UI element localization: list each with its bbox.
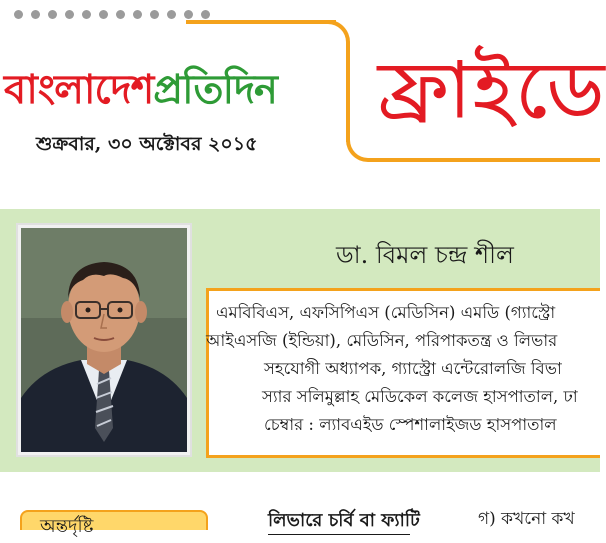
divider-line [186, 20, 336, 24]
dot [167, 10, 176, 19]
decorative-dots [14, 10, 210, 19]
dot [31, 10, 40, 19]
dot [14, 10, 23, 19]
divider-curve [322, 20, 350, 48]
dot [201, 10, 210, 19]
doctor-name: ডা. বিমল চন্দ্র শীল [336, 241, 514, 269]
doctor-photo [21, 228, 187, 452]
section-title: ফ্রাইডে [378, 46, 606, 136]
qualification-line: চেম্বার : ল্যাবএইড স্পেশালাইজড হাসপাতাল [264, 415, 557, 434]
dot [133, 10, 142, 19]
dot [116, 10, 125, 19]
dot [184, 10, 193, 19]
masthead-part-2: প্রতিদিন [153, 66, 277, 113]
article-column-text: গ) কখনো কখ [478, 509, 575, 529]
dot [48, 10, 57, 19]
qualification-line: এমবিবিএস, এফসিপিএস (মেডিসিন) এমডি (গ্যাস্ট্রো [216, 303, 556, 322]
qualification-line: আইএসজি (ইন্ডিয়া), মেডিসিন, পরিপাকতন্ত্র ও লিভার [206, 331, 558, 350]
newspaper-masthead [4, 58, 277, 125]
article-title: লিভারে চর্বি বা ফ্যাটি [268, 506, 420, 537]
publication-date: শুক্রবার, ৩০ অক্টোবর ২০১৫ [36, 133, 258, 155]
divider-curve [346, 124, 374, 162]
dot [65, 10, 74, 19]
dot [99, 10, 108, 19]
masthead-part-1: বাংলাদেশ [4, 66, 154, 113]
sidebar-label: অন্তর্দৃষ্টি [40, 516, 94, 537]
dot [82, 10, 91, 19]
qualification-line: সহযোগী অধ্যাপক, গ্যাস্ট্রো এন্টেরোলজি বিভা [264, 359, 562, 378]
dot [150, 10, 159, 19]
qualification-line: স্যার সলিমুল্লাহ মেডিকেল কলেজ হাসপাতাল, ঢা [262, 387, 578, 406]
